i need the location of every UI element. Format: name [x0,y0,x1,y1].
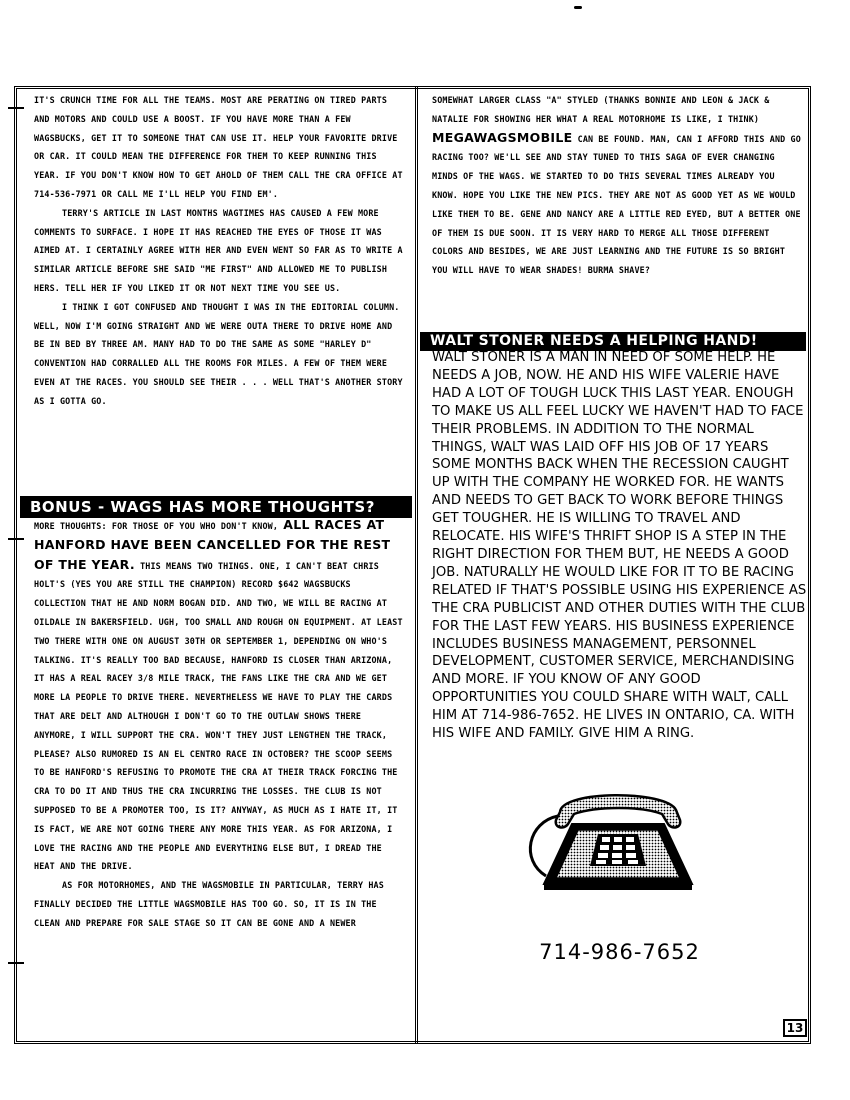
bonus-article [34,516,406,933]
telephone-icon [516,776,716,898]
hanford-cancelled-headline: ALL RACES AT HANFORD HAVE BEEN CANCELLED FOR THE REST OF THE YEAR. [34,517,391,572]
column-divider [415,86,418,1044]
scan-mark [8,962,24,964]
motorhome-continued: SOMEWHAT LARGER CLASS "A" STYLED (THANKS BONNIE AND LEON & JACK & NATALIE FOR SHOWING HER WHAT A REAL MOTORHOME IS LIKE, I THINK) [432,95,770,124]
motorhome-continued-2: CAN BE FOUND. MAN, CAN I AFFORD THIS AND GO RACING TOO? WE'LL SEE AND STAY TUNED TO THIS SAGA OF EVER CHANGING MINDS OF THE WAGS. WE STARTED TO DO THIS SEVERAL TIMES ALREADY YOU KNOW. HOPE YOU LIKE THE NEW PICS. THEY ARE NOT AS GOOD YET AS WE WOULD LIKE THEM TO BE. GENE AND NANCY ARE A LITTLE RED EYED, BUT A BETTER ONE OF THEM IS DUE SOON. IT IS VERY HARD TO MERGE ALL THOSE DIFFERENT COLORS AND BESIDES, WE ARE JUST LEARNING AND THE FUTURE IS SO BRIGHT YOU WILL HAVE TO WEAR SHADES! BURMA SHAVE? [432,133,801,276]
terry-article-paragraph: TERRY'S ARTICLE IN LAST MONTHS WAGTIMES HAS CAUSED A FEW MORE COMMENTS TO SURFACE. I HOPE IT HAS REACHED THE EYES OF THOSE IT WAS AIMED AT. I CERTAINLY AGREE WITH HER AND EVEN WENT SO FAR AS TO WRITE A SIMILAR ARTICLE BEFORE SHE SAID "ME FIRST" AND ALLOWED ME TO PUBLISH HERS. TELL HER IF YOU LIKED IT OR NOT NEXT TIME YOU SEE US. [34,207,403,293]
scan-mark [8,538,24,540]
megawagsmobile-emphasis: MEGAWAGSMOBILE [432,129,573,145]
bonus-body: THIS MEANS TWO THINGS. ONE, I CAN'T BEAT CHRIS HOLT'S (YES YOU ARE STILL THE CHAMPION) RECORD $642 WAGSBUCKS COLLECTION THAT HE AND NORM BOGAN DID. AND TWO, WE WILL BE RACING AT OILDALE IN BAKERSFIELD. UGH, TOO SMALL AND ROUGH ON EQUIPMENT. AT LEAST TWO THERE WITH ONE ON AUGUST 30TH OR SEPTEMBER 1, DEPENDING ON WHO'S TALKING. IT'S REALLY TOO BAD BECAUSE, HANFORD IS CLOSER THAN ARIZONA, IT HAS A REAL RACEY 3/8 MILE TRACK, THE FANS LIKE THE CRA AND WE GET MORE LA PEOPLE TO DRIVE THERE. NEVERTHELESS WE HAVE TO PLAY THE CARDS THAT ARE DELT AND ALTHOUGH I DON'T GO TO THE OUTLAW SHOWS THERE ANYMORE, I WILL SUPPORT THE CRA. WON'T THEY JUST LENGTHEN THE TRACK, PLEASE? ALSO RUMORED IS AN EL CENTRO RACE IN OCTOBER? THE SCOOP SEEMS TO BE HANFORD'S REFUSING TO PROMOTE THE CRA AT THEIR TRACK FORCING THE CRA TO DO IT AND THUS THE CRA INCURRING THE LOSSES. THE CLUB IS NOT SUPPOSED TO BE A PROMOTER TOO, IS IT? ANYWAY, AS MUCH AS I HATE IT, IT IS FACT, WE ARE NOT GOING THERE ANY MORE THIS YEAR. AS FOR ARIZONA, I LOVE THE RACING AND THE PEOPLE AND EVERYTHING ELSE BUT, I DREAD THE HEAT AND THE DRIVE. [34,560,403,872]
bonus-paragraph [34,516,406,876]
scan-mark [574,6,582,9]
motorhome-paragraph: AS FOR MOTORHOMES, AND THE WAGSMOBILE IN PARTICULAR, TERRY HAS FINALLY DECIDED THE LITTLE WAGSMOBILE HAS TOO GO. SO, IT IS IN THE CLEAN AND PREPARE FOR SALE STAGE SO IT CAN BE GONE AND A NEWER [34,880,384,928]
bonus-banner: BONUS - WAGS HAS MORE THOUGHTS? [20,496,412,518]
left-top-article [34,91,406,411]
right-top-article [432,91,804,280]
page-number: 13 [783,1019,807,1037]
phone-number: 714-986-7652 [539,940,700,964]
walt-stoner-banner: WALT STONER NEEDS A HELPING HAND! [420,332,806,351]
scan-mark [8,107,24,109]
crunch-time-paragraph: IT'S CRUNCH TIME FOR ALL THE TEAMS. MOST ARE PERATING ON TIRED PARTS AND MOTORS AND COULD USE A BOOST. IF YOU HAVE MORE THAN A FEW WAGSBUCKS, GET IT TO SOMEONE THAT CAN USE IT. HELP YOUR FAVORITE DRIVE OR CAR. IT COULD MEAN THE DIFFERENCE FOR THEM TO KEEP RUNNING THIS YEAR. IF YOU DON'T KNOW HOW TO GET AHOLD OF THEM CALL THE CRA OFFICE AT 714-536-7971 OR CALL ME I'LL HELP YOU FIND EM'. [34,95,403,199]
megawagsmobile-paragraph [432,91,804,280]
walt-stoner-story: WALT STONER IS A MAN IN NEED OF SOME HELP. HE NEEDS A JOB, NOW. HE AND HIS WIFE VALERIE HAVE HAD A LOT OF TOUGH LUCK THIS LAST YEAR. ENOUGH TO MAKE US ALL FEEL LUCKY WE HAVEN'T HAD TO FACE THEIR PROBLEMS. IN ADDITION TO THE NORMAL THINGS, WALT WAS LAID OFF HIS JOB OF 17 YEARS SOME MONTHS BACK WHEN THE RECESSION CAUGHT UP WITH THE COMPANY HE WORKED FOR. HE WANTS AND NEEDS TO GET BACK TO WORK BEFORE THINGS GET TOUGHER. HE IS WILLING TO TRAVEL AND RELOCATE. HIS WIFE'S THRIFT SHOP IS A STEP IN THE RIGHT DIRECTION FOR THEM BUT, HE NEEDS A GOOD JOB. NATURALLY HE WOULD LIKE FOR IT TO BE RACING RELATED IF THAT'S POSSIBLE USING HIS EXPERIENCE AS THE CRA PUBLICIST AND OTHER DUTIES WITH THE CLUB FOR THE LAST FEW YEARS. HIS BUSINESS EXPERIENCE INCLUDES BUSINESS MANAGEMENT, PERSONNEL DEVELOPMENT, CUSTOMER SERVICE, MERCHANDISING AND MORE. IF YOU KNOW OF ANY GOOD OPPORTUNITIES YOU COULD SHARE WITH WALT, CALL HIM AT 714-986-7652. HE LIVES IN ONTARIO, CA. WITH HIS WIFE AND FAMILY. GIVE HIM A RING. [432,350,807,742]
bonus-intro: MORE THOUGHTS: FOR THOSE OF YOU WHO DON'T KNOW, [34,521,284,531]
editorial-paragraph: I THINK I GOT CONFUSED AND THOUGHT I WAS IN THE EDITORIAL COLUMN. WELL, NOW I'M GOING STRAIGHT AND WE WERE OUTA THERE TO DRIVE HOME AND BE IN BED BY THREE AM. MANY HAD TO DO THE SAME AS SOME "HARLEY D" CONVENTION HAD CORRALLED ALL THE ROOMS FOR MILES. A FEW OF THEM WERE EVEN AT THE RACES. YOU SHOULD SEE THEIR . . . WELL THAT'S ANOTHER STORY AS I GOTTA GO. [34,301,403,406]
